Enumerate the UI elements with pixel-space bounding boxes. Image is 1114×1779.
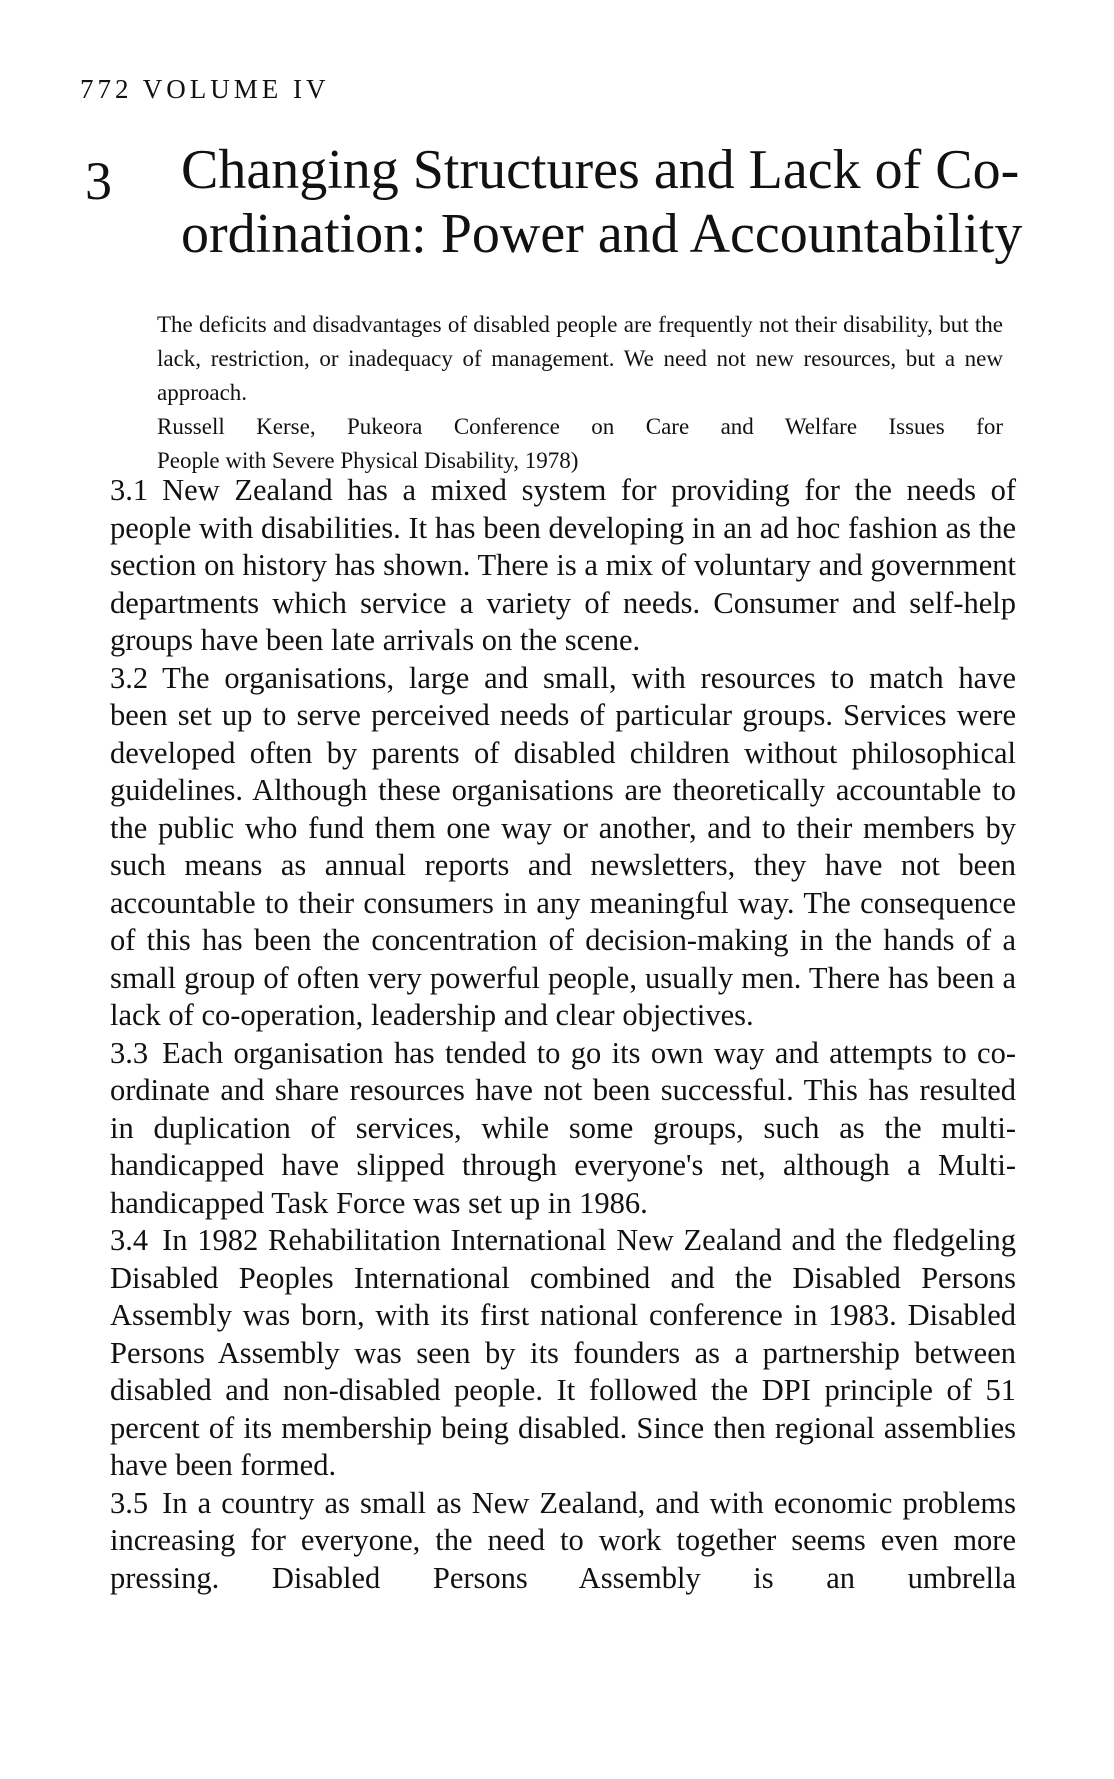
chapter-title: Changing Structures and Lack of Co-ordination: Power and Accountability (181, 139, 1023, 265)
paragraph-3-2 (110, 660, 1016, 1035)
paragraph-text: Each organisation has tended to go its own way and attempts to co-ordinate and share resources have not been successful. This has resulted in duplication of services, while some groups, such as the multi-handicapped have slipped through everyone's net, although a Multi-handicapped Task Force was set up in 1986. (110, 1035, 1016, 1220)
paragraph-3-1 (110, 472, 1016, 660)
paragraph-number: 3.4 (110, 1223, 149, 1257)
paragraph-number: 3.2 (110, 660, 149, 695)
epigraph (157, 308, 1003, 478)
paragraph-text: New Zealand has a mixed system for providing for the needs of people with disabilities. It has been developing in an ad hoc fashion as the section on history has shown. There is a mix of voluntary and government departments which service a variety of needs. Consumer and self-help groups have been late arrivals on the scene. (110, 473, 1016, 657)
paragraph-3-5 (110, 1485, 1016, 1598)
running-head: 772 VOLUME IV (80, 74, 330, 104)
paragraph-text: The organisations, large and small, with resources to match have been set up to serve perceived needs of particular groups. Services were developed often by parents of disabled children without philosophical guidelines. Although these organisations are theoretically accountable to the public who fund them one way or another, and to their members by such means as annual reports and newsletters, they have not been accountable to their consumers in any meaningful way. The consequence of this has been the concentration of decision-making in the hands of a small group of often very powerful people, usually men. There has been a lack of co-operation, leadership and clear objectives. (110, 660, 1016, 1032)
paragraph-text: In a country as small as New Zealand, and with economic problems increasing for everyone, the need to work together seems even more pressing. Disabled Persons Assembly is an umbrella (110, 1485, 1016, 1595)
epigraph-quote: The deficits and disadvantages of disabled people are frequently not their disability, but the lack, restriction, or inadequacy of management. We need not new resources, but a new approach. (157, 312, 1003, 405)
epigraph-attribution-continued: People with Severe Physical Disability, 1978) (157, 448, 579, 473)
epigraph-attribution: Russell Kerse, Pukeora Conference on Care and Welfare Issues for (157, 414, 1003, 439)
body-text (110, 472, 1016, 1597)
paragraph-3-3 (110, 1035, 1016, 1223)
paragraph-number: 3.5 (110, 1485, 149, 1520)
paragraph-text: In 1982 Rehabilitation International New Zealand and the fledgeling Disabled Peoples International combined and the Disabled Persons Assembly was born, with its first national conference in 1983. Disabled Persons Assembly was seen by its founders as a partnership between disabled and non-disabled people. It followed the DPI principle of 51 percent of its membership being disabled. Since then regional assemblies have been formed. (110, 1223, 1016, 1482)
chapter-number: 3 (85, 151, 112, 211)
paragraph-3-4 (110, 1222, 1016, 1485)
paragraph-number: 3.3 (110, 1035, 149, 1070)
paragraph-number: 3.1 (110, 473, 149, 507)
